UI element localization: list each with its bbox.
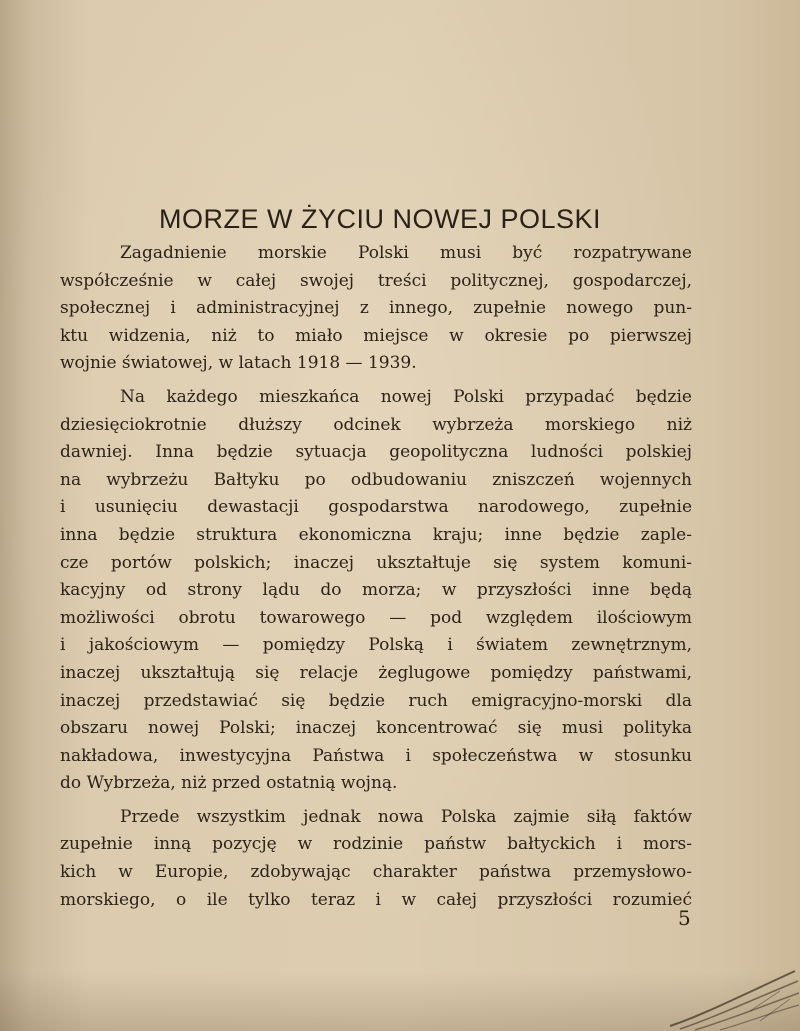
text-line: Na każdego mieszkańca nowej Polski przypadać będzie: [120, 386, 692, 407]
paragraph-2: [60, 384, 692, 798]
text-line: ktu widzenia, niż to miało miejsce w okresie po pierwszej: [60, 325, 692, 346]
text-line: kich w Europie, zdobywając charakter państwa przemysłowo-: [60, 862, 692, 883]
paragraph-1: [60, 240, 692, 378]
text-line: i usunięciu dewastacji gospodarstwa narodowego, zupełnie: [60, 497, 692, 518]
text-line: inaczej przedstawiać się będzie ruch emigracyjno-morski dla: [60, 690, 692, 711]
body-text: [60, 240, 692, 920]
text-line: nakładowa, inwestycyjna Państwa i społeczeństwa w stosunku: [60, 745, 692, 766]
paragraph-3: [60, 804, 692, 914]
text-line: i jakościowym — pomiędzy Polską i światem zewnętrznym,: [60, 635, 692, 656]
text-line: Zagadnienie morskie Polski musi być rozpatrywane: [120, 243, 692, 263]
text-line: inaczej ukształtują się relacje żeglugowe pomiędzy państwami,: [60, 662, 692, 683]
text-line: kacyjny od strony lądu do morza; w przyszłości inne będą: [60, 580, 692, 601]
text-line: Przede wszystkim jednak nowa Polska zajmie siłą faktów: [120, 806, 692, 827]
text-line: dziesięciokrotnie dłuższy odcinek wybrzeża morskiego niż: [60, 414, 692, 435]
chapter-title: MORZE W ŻYCIU NOWEJ POLSKI: [158, 204, 602, 235]
text-line: obszaru nowej Polski; inaczej koncentrować się musi polityka: [60, 718, 692, 739]
text-line: inna będzie struktura ekonomiczna kraju; inne będzie zaple-: [60, 524, 692, 545]
text-line: do Wybrzeża, niż przed ostatnią wojną.: [60, 773, 398, 794]
text-line: społecznej i administracyjnej z innego, zupełnie nowego pun-: [60, 298, 692, 319]
text-line: morskiego, o ile tylko teraz i w całej przyszłości rozumieć: [60, 889, 692, 910]
page-number: 5: [678, 906, 691, 930]
text-line: współcześnie w całej swojej treści politycznej, gospodarczej,: [60, 270, 692, 291]
text-line: zupełnie inną pozycję w rodzinie państw bałtyckich i mors-: [60, 834, 692, 855]
text-line: cze portów polskich; inaczej ukształtuje się system komuni-: [60, 552, 692, 573]
text-line: możliwości obrotu towarowego — pod względem ilościowym: [60, 607, 692, 628]
text-line: wojnie światowej, w latach 1918 — 1939.: [60, 353, 417, 374]
text-line: na wybrzeżu Bałtyku po odbudowaniu zniszczeń wojennych: [60, 469, 692, 490]
text-line: dawniej. Inna będzie sytuacja geopolityczna ludności polskiej: [60, 442, 692, 463]
pencil-scribble-icon: [660, 961, 800, 1031]
